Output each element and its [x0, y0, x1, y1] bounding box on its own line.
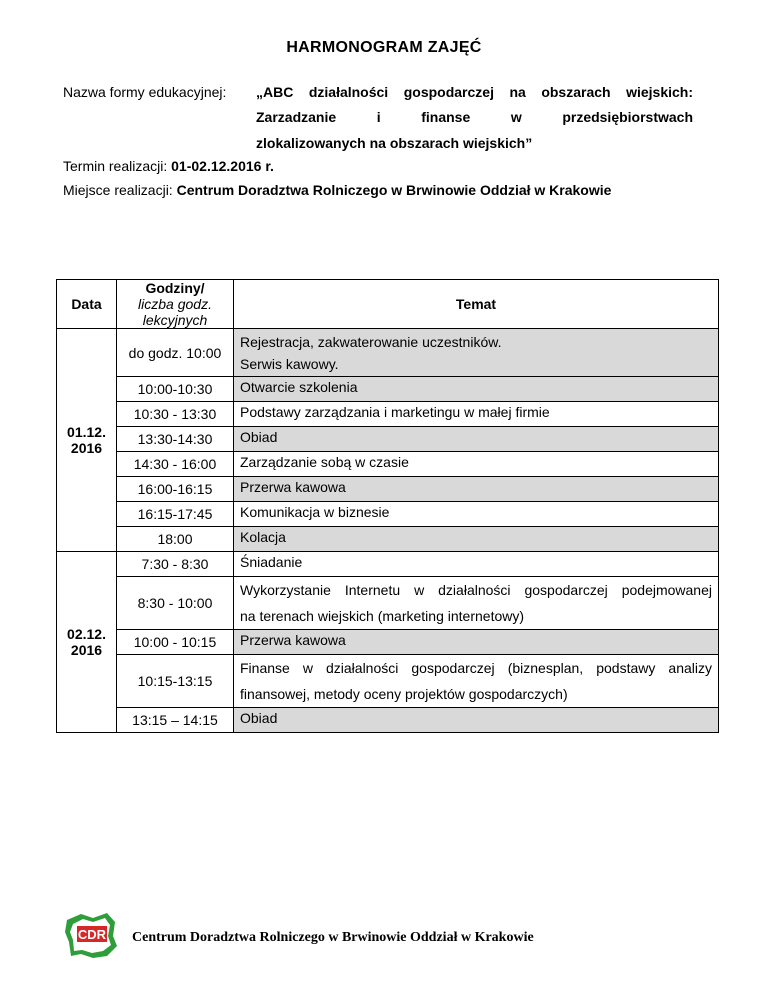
- word: i: [376, 109, 381, 125]
- table-row: [57, 452, 719, 477]
- time-cell: 13:30-14:30: [117, 427, 234, 452]
- topic-text: Wykorzystanie Internetu w działalności gospodarczej podejmowanej: [240, 582, 712, 598]
- header-hours: [117, 280, 234, 329]
- time-cell: 10:15-13:15: [117, 655, 234, 708]
- topic-cell: Obiad: [234, 427, 719, 452]
- form-label: Nazwa formy edukacyjnej:: [63, 84, 227, 100]
- form-line: [63, 84, 226, 100]
- time-cell: 10:00 - 10:15: [117, 630, 234, 655]
- time-cell: 10:00-10:30: [117, 377, 234, 402]
- time-cell: 10:30 - 13:30: [117, 402, 234, 427]
- table-row: [57, 655, 719, 708]
- time-cell: 13:15 – 14:15: [117, 708, 234, 733]
- topic-cell: Przerwa kawowa: [234, 477, 719, 502]
- footer-text: Centrum Doradztwa Rolniczego w Brwinowie Oddział w Krakowie: [132, 930, 534, 945]
- header-hours-main: Godziny/: [145, 280, 205, 296]
- time-cell: 16:15-17:45: [117, 502, 234, 527]
- date-line: 01.12.: [67, 424, 106, 440]
- word: przedsiębiorstwach: [562, 109, 694, 125]
- topic-cell: Śniadanie: [234, 552, 719, 577]
- topic-cell: Przerwa kawowa: [234, 630, 719, 655]
- table-row: [57, 427, 719, 452]
- word: w: [510, 109, 522, 125]
- header-topic: Temat: [234, 280, 719, 329]
- time-cell: 14:30 - 16:00: [117, 452, 234, 477]
- date-cell-day2: [57, 552, 117, 733]
- time-cell: 16:00-16:15: [117, 477, 234, 502]
- table-row: [57, 477, 719, 502]
- topic-cell: [234, 329, 719, 377]
- topic-text: Finanse w działalności gospodarczej (biznesplan, podstawy analizy: [240, 660, 712, 676]
- topic-cell: [234, 577, 719, 630]
- logo-text: CDR: [77, 927, 107, 942]
- topic-cell: Komunikacja w biznesie: [234, 502, 719, 527]
- table-row: [57, 527, 719, 552]
- topic-text: Rejestracja, zakwaterowanie uczestników.: [240, 334, 502, 350]
- topic-cell: Obiad: [234, 708, 719, 733]
- form-name-line2: [256, 109, 693, 125]
- table-row: [57, 552, 719, 577]
- page-title: HARMONOGRAM ZAJĘĆ: [286, 39, 482, 56]
- term-line: [63, 158, 274, 174]
- topic-cell: Kolacja: [234, 527, 719, 552]
- header-hours-sub: liczba godz. lekcyjnych: [138, 296, 212, 328]
- time-cell: 7:30 - 8:30: [117, 552, 234, 577]
- time-cell: 8:30 - 10:00: [117, 577, 234, 630]
- header-date: Data: [57, 280, 117, 329]
- topic-cell: Podstawy zarządzania i marketingu w małej firmie: [234, 402, 719, 427]
- topic-cell: Otwarcie szkolenia: [234, 377, 719, 402]
- form-name-line3: zlokalizowanych na obszarach wiejskich”: [256, 135, 533, 151]
- table-row: [57, 577, 719, 630]
- term-value: 01-02.12.2016 r.: [171, 158, 274, 174]
- date-line: 02.12.: [67, 626, 106, 642]
- header-row: [57, 280, 719, 329]
- date-cell-day1: [57, 329, 117, 552]
- form-name-line1: „ABC działalności gospodarczej na obszarach wiejskich:: [256, 84, 693, 100]
- table-row: [57, 329, 719, 377]
- word: Zarzadzanie: [256, 109, 337, 125]
- topic-text: Serwis kawowy.: [240, 356, 339, 372]
- cdr-logo-icon: [63, 910, 119, 962]
- date-line: 2016: [70, 440, 103, 456]
- time-cell: 18:00: [117, 527, 234, 552]
- topic-text: na terenach wiejskich (marketing internetowy): [240, 608, 525, 624]
- topic-cell: Zarządzanie sobą w czasie: [234, 452, 719, 477]
- topic-cell: [234, 655, 719, 708]
- table-row: [57, 502, 719, 527]
- table-row: [57, 402, 719, 427]
- time-cell: do godz. 10:00: [117, 329, 234, 377]
- word: finanse: [421, 109, 471, 125]
- place-value: Centrum Doradztwa Rolniczego w Brwinowie Oddział w Krakowie: [176, 182, 612, 198]
- table-row: [57, 630, 719, 655]
- topic-text: finansowej, metody oceny projektów gospodarczych): [240, 686, 568, 702]
- place-line: [63, 182, 611, 198]
- table-row: [57, 708, 719, 733]
- schedule-table: [56, 279, 719, 733]
- date-line: 2016: [70, 642, 103, 658]
- term-label: Termin realizacji:: [63, 158, 168, 174]
- table-row: [57, 377, 719, 402]
- place-label: Miejsce realizacji:: [63, 182, 173, 198]
